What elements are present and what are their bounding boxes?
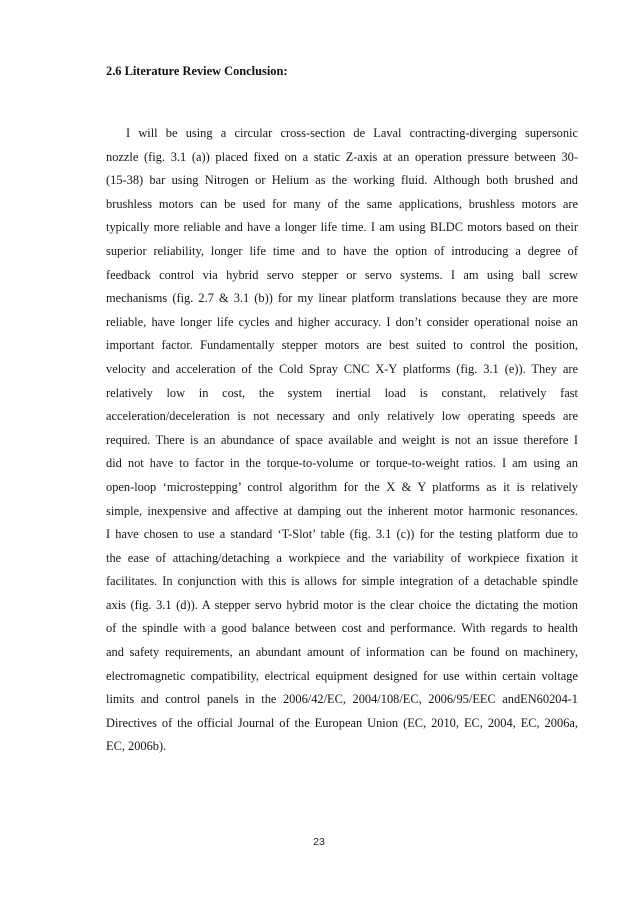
paragraph-line: acceleration/deceleration is not necessary and only relatively low operating speeds are	[106, 409, 578, 424]
paragraph-line: mechanisms (fig. 2.7 & 3.1 (b)) for my linear platform translations because they are more	[106, 291, 578, 306]
paragraph-line: relatively low in cost, the system inertial load is constant, relatively fast	[106, 385, 578, 400]
paragraph-line: axis (fig. 3.1 (d)). A stepper servo hybrid motor is the clear choice the dictating the motion	[106, 597, 578, 612]
paragraph-line: Directives of the official Journal of the European Union (EC, 2010, EC, 2004, EC, 2006a,	[106, 715, 578, 730]
paragraph-line: electromagnetic compatibility, electrical equipment designed for use within certain voltage	[106, 668, 578, 683]
paragraph-line: reliable, have longer life cycles and higher accuracy. I don’t consider operational noise an	[106, 314, 578, 329]
paragraph-line: nozzle (fig. 3.1 (a)) placed fixed on a static Z-axis at an operation pressure between 30-	[106, 149, 578, 164]
paragraph-line: important factor. Fundamentally stepper motors are best suited to control the position,	[106, 338, 578, 353]
paragraph-line: superior reliability, longer life time and to have the option of introducing a degree of	[106, 243, 578, 258]
paragraph-line: I have chosen to use a standard ‘T-Slot’ table (fig. 3.1 (c)) for the testing platform due to	[106, 527, 578, 542]
paragraph-line: I will be using a circular cross-section de Laval contracting-diverging supersonic	[126, 126, 578, 140]
paragraph-line: and safety requirements, an abundant amount of information can be found on machinery,	[106, 645, 578, 660]
paragraph-line-last: EC, 2006b).	[106, 739, 167, 754]
paragraph-line: limits and control panels in the 2006/42/EC, 2004/108/EC, 2006/95/EEC andEN60204-1	[106, 692, 578, 707]
paragraph-line: of the spindle with a good balance between cost and performance. With regards to health	[106, 621, 578, 636]
page-number: 23	[313, 836, 325, 848]
paragraph-line: the ease of attaching/detaching a workpiece and the variability of workpiece fixation it	[106, 550, 578, 565]
paragraph-line: required. There is an abundance of space available and weight is not an issue therefore I	[106, 432, 578, 447]
paragraph-line: velocity and acceleration of the Cold Spray CNC X-Y platforms (fig. 3.1 (e)). They are	[106, 361, 578, 376]
conclusion-paragraph	[106, 122, 578, 759]
paragraph-line: simple, inexpensive and affective at damping out the inherent motor harmonic resonances.	[106, 503, 578, 518]
paragraph-line: did not have to factor in the torque-to-volume or torque-to-weight ratios. I am using an	[106, 456, 578, 471]
paragraph-line: brushless motors can be used for many of the same applications, brushless motors are	[106, 196, 578, 211]
section-heading: 2.6 Literature Review Conclusion:	[106, 64, 288, 78]
paragraph-line: open-loop ‘microstepping’ control algorithm for the X & Y platforms as it is relatively	[106, 479, 578, 494]
paragraph-line: feedback control via hybrid servo stepper or servo systems. I am using ball screw	[106, 267, 578, 282]
paragraph-line: typically more reliable and have a longer life time. I am using BLDC motors based on their	[106, 220, 578, 235]
paragraph-line: facilitates. In conjunction with this is allows for simple integration of a detachable spindle	[106, 574, 578, 589]
paragraph-line: (15-38) bar using Nitrogen or Helium as the working fluid. Although both brushed and	[106, 173, 578, 188]
